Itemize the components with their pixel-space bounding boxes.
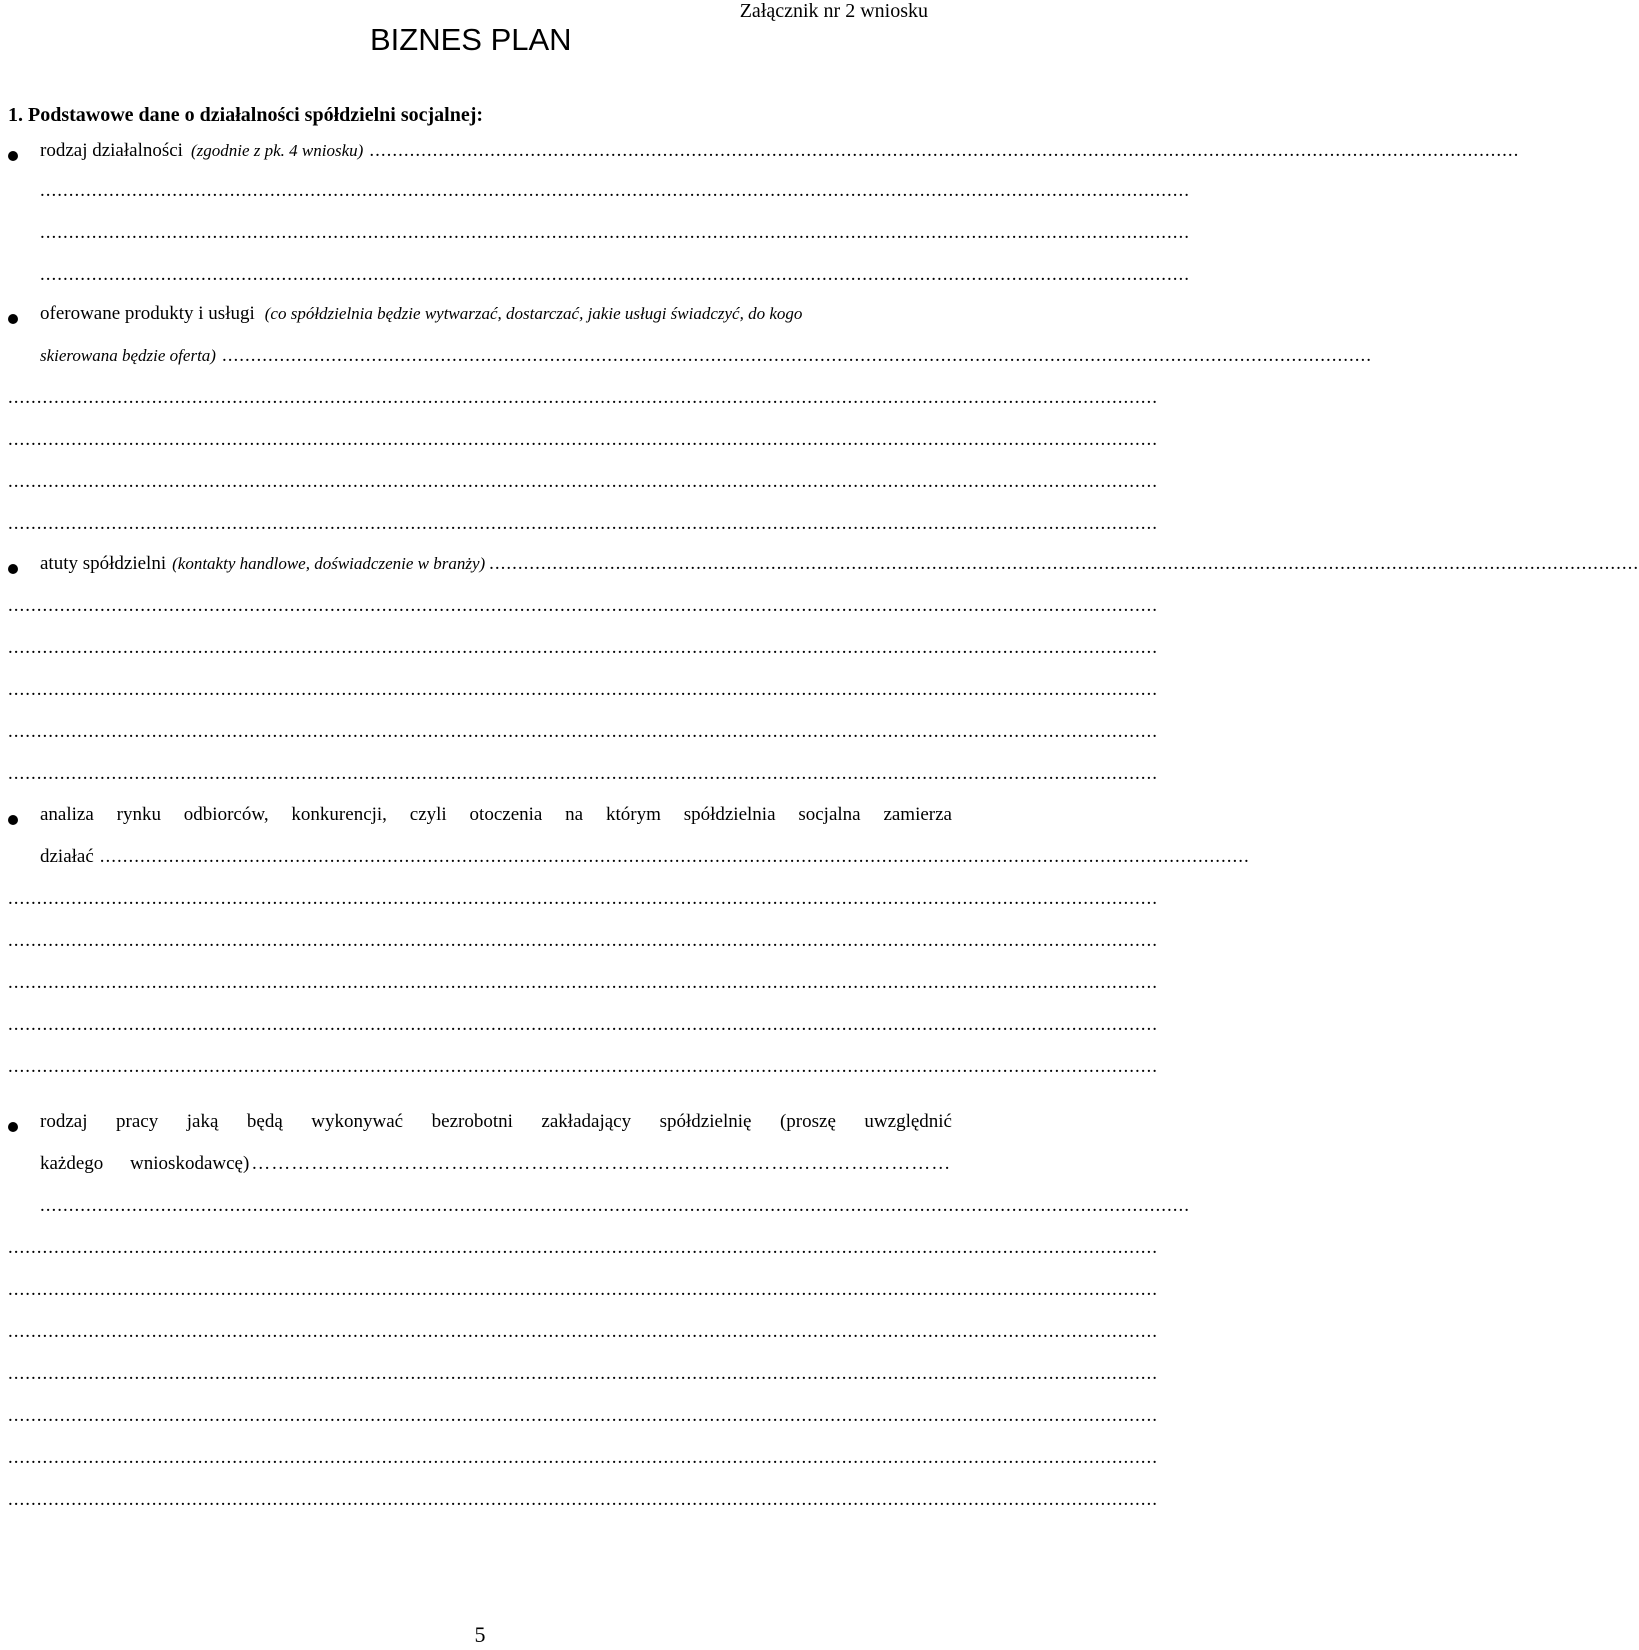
dotted-line: ........................................................................................................................................................................................................ (99, 846, 1250, 867)
field-market-analysis-cont (40, 846, 1250, 868)
dotted-line: ........................................................................................................................................................................................................ (8, 1363, 1158, 1384)
field-products-services-cont (40, 345, 1372, 367)
dotted-line: ........................................................................................................................................................................................................ (369, 140, 1520, 161)
dotted-line: ........................................................................................................................................................................................................ (8, 1447, 1158, 1468)
bullet-icon (8, 564, 18, 574)
dotted-line: ........................................................................................................................................................................................................ (8, 513, 1158, 534)
dotted-line: ........................................................................................................................................................................................................ (40, 180, 1190, 201)
field-label: atuty spółdzielni (40, 553, 167, 574)
dotted-line: ........................................................................................................................................................................................................ (8, 595, 1158, 616)
dotted-line: ........................................................................................................................................................................................................ (8, 1237, 1158, 1258)
field-note: (zgodnie z pk. 4 wniosku) (190, 141, 364, 160)
field-note: (co spółdzielnia będzie wytwarzać, dostarczać, jakie usługi świadczyć, do kogo (264, 304, 803, 323)
bullet-icon (8, 815, 18, 825)
document-title: BIZNES PLAN (370, 22, 572, 57)
section-heading: 1. Podstawowe dane o działalności spółdzielni socjalnej: (8, 104, 484, 126)
bullet-icon (8, 1122, 18, 1132)
dotted-line: ........................................................................................................................................................................................................ (8, 1279, 1158, 1300)
field-market-analysis: analiza rynku odbiorców, konkurencji, czyli otoczenia na którym spółdzielnia socjalna zamierza (40, 804, 952, 825)
dotted-line: ........................................................................................................................................................................................................ (8, 679, 1158, 700)
dotted-line: ........................................................................................................................................................................................................ (8, 930, 1158, 951)
field-activity-type (40, 140, 1520, 162)
field-products-services (40, 303, 952, 325)
dotted-line: ........................................................................................................................................................................................................ (489, 553, 1639, 574)
dotted-line: ........................................................................................................................................................................................................ (8, 471, 1158, 492)
dotted-line: ........................................................................................................................................................................................................ (8, 1056, 1158, 1077)
field-work-type-cont (40, 1153, 952, 1175)
bullet-icon (8, 314, 18, 324)
dotted-line: ........................................................................................................................................................................................................ (8, 1405, 1158, 1426)
field-work-type: rodzaj pracy jaką będą wykonywać bezrobotni zakładający spółdzielnię (proszę uwzględnić (40, 1111, 952, 1132)
annex-label: Załącznik nr 2 wniosku (739, 0, 928, 22)
dotted-line: ........................................................................................................................................................................................................ (40, 264, 1190, 285)
field-note: skierowana będzie oferta) (40, 346, 216, 365)
field-label: rodzaj działalności (40, 140, 183, 161)
dashed-line: …………………………………………………………………………………………… (251, 1153, 952, 1174)
dotted-line: ........................................................................................................................................................................................................ (8, 763, 1158, 784)
field-strengths (40, 553, 1639, 575)
field-label: oferowane produkty i usługi (40, 303, 255, 324)
dotted-line: ........................................................................................................................................................................................................ (40, 1195, 1190, 1216)
dotted-line: ........................................................................................................................................................................................................ (40, 222, 1190, 243)
dotted-line: ........................................................................................................................................................................................................ (8, 429, 1158, 450)
field-label: działać (40, 846, 94, 867)
bullet-icon (8, 151, 18, 161)
dotted-line: ........................................................................................................................................................................................................ (8, 721, 1158, 742)
field-label: każdego wnioskodawcę) (40, 1153, 250, 1174)
dotted-line: ........................................................................................................................................................................................................ (8, 1321, 1158, 1342)
dotted-line: ........................................................................................................................................................................................................ (8, 888, 1158, 909)
dotted-line: ........................................................................................................................................................................................................ (221, 345, 1372, 366)
dotted-line: ........................................................................................................................................................................................................ (8, 637, 1158, 658)
dotted-line: ........................................................................................................................................................................................................ (8, 972, 1158, 993)
dotted-line: ........................................................................................................................................................................................................ (8, 387, 1158, 408)
dotted-line: ........................................................................................................................................................................................................ (8, 1014, 1158, 1035)
page-number: 5 (474, 1622, 486, 1647)
field-note: (kontakty handlowe, doświadczenie w branży) (172, 554, 486, 573)
dotted-line: ........................................................................................................................................................................................................ (8, 1489, 1158, 1510)
